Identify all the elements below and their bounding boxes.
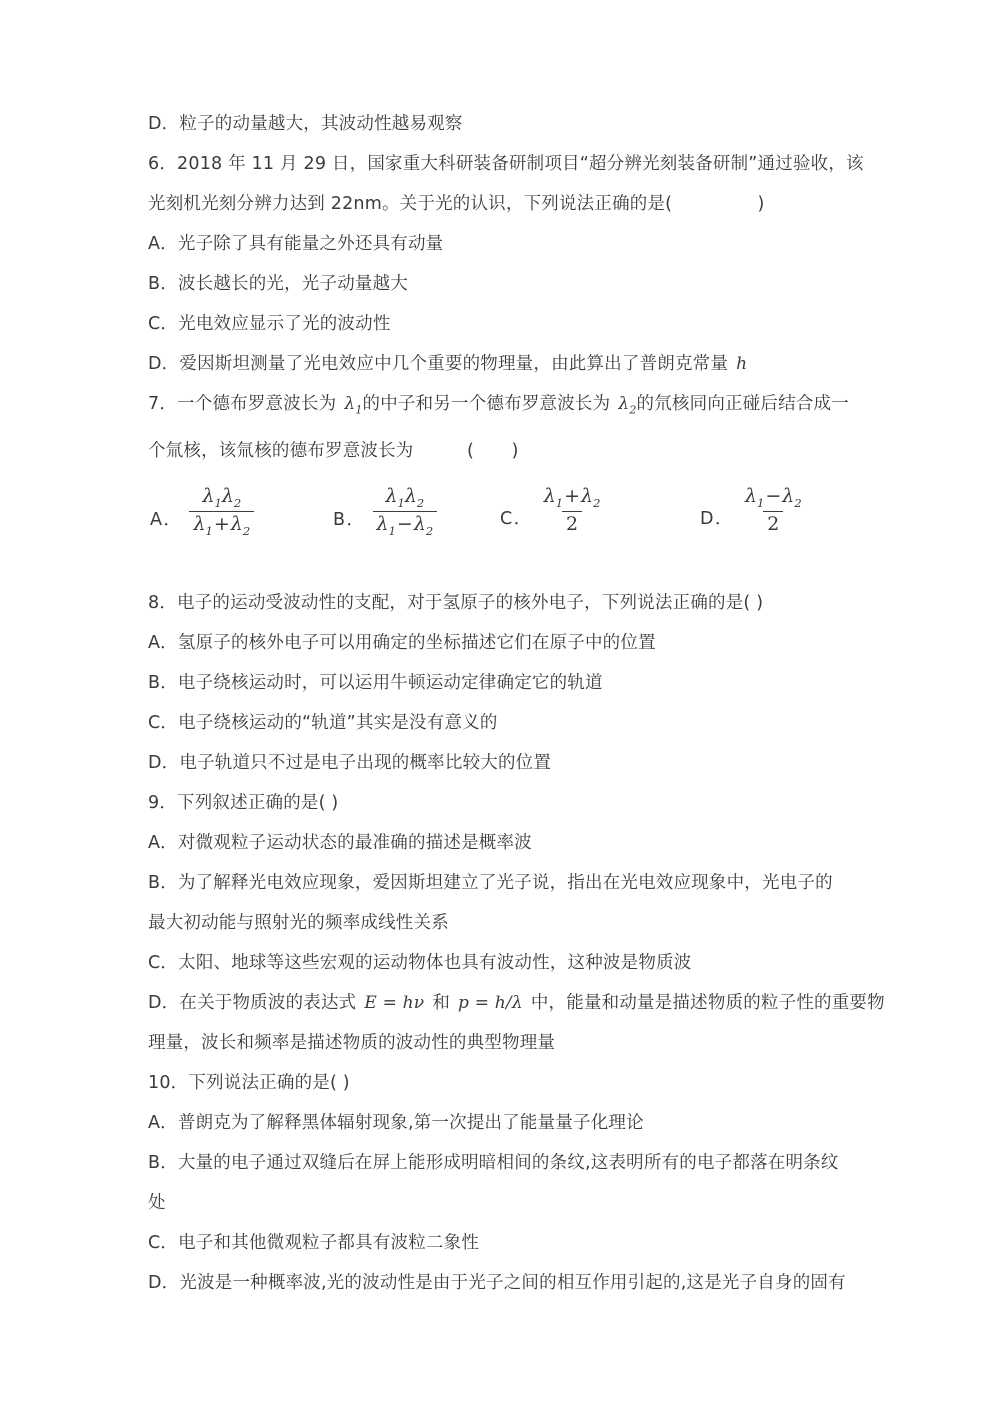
fraction bbox=[189, 485, 254, 538]
stem-text: 9．下列叙述正确的是( ) bbox=[148, 792, 339, 813]
subscript: 1 bbox=[397, 495, 405, 510]
option-text: D．在关于物质波的表达式 bbox=[148, 992, 357, 1013]
stem-text: 7．一个德布罗意波长为 bbox=[148, 394, 337, 414]
lambda-symbol: λ bbox=[581, 484, 594, 507]
question-10-stem bbox=[148, 1063, 854, 1103]
question-10-option-b-line-1 bbox=[148, 1143, 854, 1183]
option-text: C．太阳、地球等这些宏观的运动物体也具有波动性，这种波是物质波 bbox=[148, 952, 692, 973]
subscript: 1 bbox=[214, 495, 222, 510]
lambda-symbol: λ bbox=[221, 484, 234, 507]
option-text: D．电子轨道只不过是电子出现的概率比较大的位置 bbox=[148, 752, 552, 773]
subscript: 1 bbox=[757, 495, 765, 510]
option-text: B．大量的电子通过双缝后在屏上能形成明暗相间的条纹,这表明所有的电子都落在明条纹 bbox=[148, 1152, 839, 1173]
question-9-stem bbox=[148, 783, 854, 823]
option-tag: A． bbox=[150, 509, 183, 530]
option-text: 处 bbox=[148, 1192, 166, 1213]
option-text: B．电子绕核运动时，可以运用牛顿运动定律确定它的轨道 bbox=[148, 672, 603, 693]
energy-formula: E = hν bbox=[364, 992, 425, 1013]
lambda-subscript: 1 bbox=[355, 403, 363, 417]
option-text: D．爱因斯坦测量了光电效应中几个重要的物理量，由此算出了普朗克常量 bbox=[148, 354, 729, 374]
option-text: A．光子除了具有能量之外还具有动量 bbox=[148, 234, 444, 254]
question-9-option-c bbox=[148, 943, 854, 983]
fraction-numerator bbox=[198, 485, 245, 510]
subscript: 1 bbox=[205, 523, 213, 538]
paren-close: ) bbox=[511, 440, 519, 461]
question-9-option-d-line-1 bbox=[148, 983, 885, 1023]
fraction bbox=[373, 485, 438, 538]
operator: − bbox=[765, 484, 782, 507]
question-9-option-b-line-1 bbox=[148, 863, 854, 903]
question-8-stem bbox=[148, 583, 854, 623]
option-text: 理量，波长和频率是描述物质的波动性的典型物理量 bbox=[148, 1032, 556, 1053]
question-7-stem-line-1 bbox=[148, 384, 854, 431]
subscript: 2 bbox=[425, 523, 434, 538]
fraction-denominator: 2 bbox=[763, 511, 783, 537]
question-8-option-b bbox=[148, 663, 854, 703]
option-text: D．粒子的动量越大，其波动性越易观察 bbox=[148, 114, 463, 134]
option-text: 中，能量和动量是描述物质的粒子性的重要物 bbox=[530, 992, 885, 1013]
question-9-option-d-line-2 bbox=[148, 1023, 854, 1063]
subscript: 2 bbox=[233, 495, 242, 510]
question-7-option-d[interactable] bbox=[700, 485, 806, 537]
lambda-symbol: λ bbox=[376, 512, 389, 535]
subscript: 2 bbox=[593, 495, 601, 510]
lambda-symbol: λ bbox=[543, 484, 556, 507]
page-content bbox=[148, 104, 885, 1303]
question-8-option-a bbox=[148, 623, 854, 663]
question-6-option-b bbox=[148, 264, 854, 304]
lambda-symbol: λ bbox=[344, 394, 356, 414]
question-5-option-d bbox=[148, 104, 854, 144]
lambda-symbol: λ bbox=[744, 484, 758, 507]
lambda-symbol: λ bbox=[385, 484, 398, 507]
lambda-symbol: λ bbox=[193, 512, 206, 535]
option-text: C．光电效应显示了光的波动性 bbox=[148, 314, 391, 334]
fraction-numerator bbox=[381, 485, 428, 510]
fraction-denominator bbox=[189, 511, 254, 538]
option-text: B．波长越长的光，光子动量越大 bbox=[148, 274, 409, 294]
question-7-option-b[interactable] bbox=[333, 485, 437, 538]
question-10-option-a bbox=[148, 1103, 854, 1143]
subscript: 1 bbox=[555, 495, 564, 510]
lambda-symbol: λ bbox=[618, 394, 630, 414]
option-tag: C． bbox=[500, 508, 533, 529]
question-6-stem-line-2 bbox=[148, 184, 854, 224]
question-6-option-c bbox=[148, 304, 854, 344]
lambda-symbol: λ bbox=[413, 512, 426, 535]
question-7-options-row bbox=[148, 485, 854, 561]
fraction-denominator: 2 bbox=[562, 511, 582, 537]
fraction-numerator bbox=[540, 485, 605, 510]
stem-text: 10．下列说法正确的是( ) bbox=[148, 1072, 350, 1093]
option-tag: D． bbox=[700, 508, 734, 529]
question-7-option-a[interactable] bbox=[150, 485, 254, 538]
option-text: A．普朗克为了解释黑体辐射现象,第一次提出了能量量子化理论 bbox=[148, 1112, 644, 1133]
option-text: C．电子绕核运动的“轨道”其实是没有意义的 bbox=[148, 712, 498, 733]
question-6-stem-line-1 bbox=[148, 144, 864, 184]
stem-text: 的氘核同向正碰后结合成一 bbox=[636, 394, 849, 414]
subscript: 1 bbox=[388, 523, 396, 538]
planck-constant-symbol: h bbox=[736, 354, 748, 374]
question-9-option-a bbox=[148, 823, 854, 863]
question-6-option-d bbox=[148, 344, 854, 384]
option-tag: B． bbox=[333, 509, 366, 530]
question-7-stem-line-2 bbox=[148, 431, 854, 471]
option-text: B．为了解释光电效应现象，爱因斯坦建立了光子说，指出在光电效应现象中，光电子的 bbox=[148, 872, 833, 893]
lambda-symbol: λ bbox=[202, 484, 215, 507]
paren-open: ( bbox=[467, 440, 475, 461]
fraction bbox=[540, 485, 605, 537]
paren-close: ) bbox=[757, 194, 765, 214]
option-text: 最大初动能与照射光的频率成线性关系 bbox=[148, 912, 449, 933]
subscript: 2 bbox=[242, 523, 251, 538]
fraction-denominator bbox=[373, 511, 438, 538]
option-text: D．光波是一种概率波,光的波动性是由于光子之间的相互作用引起的,这是光子自身的固有 bbox=[148, 1272, 846, 1293]
question-8-option-d bbox=[148, 743, 854, 783]
stem-text: 的中子和另一个德布罗意波长为 bbox=[362, 394, 611, 414]
lambda-symbol: λ bbox=[230, 512, 243, 535]
lambda-subscript: 2 bbox=[629, 403, 637, 417]
subscript: 2 bbox=[794, 495, 802, 510]
subscript: 2 bbox=[416, 495, 425, 510]
operator: + bbox=[564, 484, 581, 507]
operator: − bbox=[396, 512, 413, 535]
momentum-formula: p = h/λ bbox=[458, 992, 523, 1013]
operator: + bbox=[213, 512, 230, 535]
lambda-symbol: λ bbox=[782, 484, 795, 507]
option-text: A．氢原子的核外电子可以用确定的坐标描述它们在原子中的位置 bbox=[148, 632, 656, 653]
question-7-option-c[interactable] bbox=[500, 485, 604, 537]
question-10-option-c bbox=[148, 1223, 854, 1263]
question-8-option-c bbox=[148, 703, 854, 743]
conjunction: 和 bbox=[432, 992, 451, 1013]
fraction-numerator bbox=[741, 485, 806, 510]
question-9-option-b-line-2 bbox=[148, 903, 854, 943]
question-10-option-b-line-2 bbox=[148, 1183, 854, 1223]
option-text: A．对微观粒子运动状态的最准确的描述是概率波 bbox=[148, 832, 532, 853]
fraction bbox=[741, 485, 806, 537]
stem-text: 光刻机光刻分辨力达到 22nm。关于光的认识，下列说法正确的是( bbox=[148, 194, 673, 214]
stem-text: 个氚核，该氚核的德布罗意波长为 bbox=[148, 440, 414, 461]
option-text: C．电子和其他微观粒子都具有波粒二象性 bbox=[148, 1232, 480, 1253]
stem-text: 6．2018 年 11 月 29 日，国家重大科研装备研制项目“超分辨光刻装备研制”通过验收，该 bbox=[148, 154, 864, 174]
question-10-option-d bbox=[148, 1263, 854, 1303]
lambda-symbol: λ bbox=[404, 484, 417, 507]
stem-text: 8．电子的运动受波动性的支配，对于氢原子的核外电子，下列说法正确的是( ) bbox=[148, 592, 764, 613]
question-6-option-a bbox=[148, 224, 854, 264]
